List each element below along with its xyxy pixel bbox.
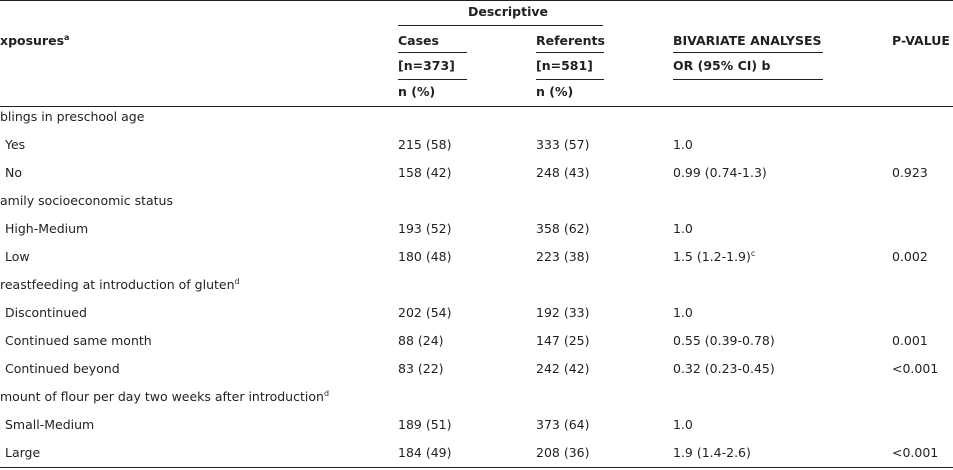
referents-cell bbox=[536, 165, 590, 180]
referents-cell-text: 242 (42) bbox=[536, 361, 590, 376]
row-label-text: No bbox=[5, 165, 22, 180]
or-cell bbox=[673, 137, 693, 152]
row-label bbox=[5, 137, 25, 152]
row-label-text: Discontinued bbox=[5, 305, 87, 320]
cases-cell bbox=[398, 221, 452, 236]
section-label-text: amily socioeconomic status bbox=[0, 193, 173, 208]
or-cell-text: 1.9 (1.4-2.6) bbox=[673, 445, 751, 460]
cases-n: [n=373] bbox=[398, 58, 455, 73]
referents-cell bbox=[536, 305, 590, 320]
cases-cell-text: 88 (24) bbox=[398, 333, 444, 348]
cases-cell bbox=[398, 361, 444, 376]
header-bottom-rule bbox=[0, 106, 953, 107]
cases-header: Cases bbox=[398, 33, 439, 48]
pvalue-cell-text: 0.001 bbox=[892, 333, 928, 348]
cases-cell bbox=[398, 305, 452, 320]
section-label-footnote: d bbox=[323, 389, 330, 398]
referents-cell-text: 223 (38) bbox=[536, 249, 590, 264]
cases-cell-text: 180 (48) bbox=[398, 249, 452, 264]
pvalue-cell-text: <0.001 bbox=[892, 445, 939, 460]
cases-cell bbox=[398, 165, 452, 180]
section-label-footnote: d bbox=[234, 277, 240, 286]
or-cell-text: 0.99 (0.74-1.3) bbox=[673, 165, 767, 180]
section-label bbox=[0, 109, 144, 124]
section-label-text: mount of flour per day two weeks after introduction bbox=[0, 389, 324, 404]
or-cell-text: 1.0 bbox=[673, 305, 693, 320]
row-label bbox=[5, 305, 87, 320]
cases-cell bbox=[398, 417, 452, 432]
row-label bbox=[5, 417, 94, 432]
section-label bbox=[0, 389, 329, 404]
referents-n-rule bbox=[536, 79, 604, 80]
cases-cell-text: 83 (22) bbox=[398, 361, 444, 376]
descriptive-header: Descriptive bbox=[468, 4, 548, 19]
referents-cell bbox=[536, 221, 590, 236]
or-cell-text: 0.32 (0.23-0.45) bbox=[673, 361, 775, 376]
pvalue-cell-text: 0.923 bbox=[892, 165, 928, 180]
cases-cell bbox=[398, 445, 452, 460]
referents-n: [n=581] bbox=[536, 58, 593, 73]
row-label bbox=[5, 333, 152, 348]
cases-n-rule bbox=[398, 79, 467, 80]
cases-cell-text: 158 (42) bbox=[398, 165, 452, 180]
referents-cell-text: 248 (43) bbox=[536, 165, 590, 180]
cases-cell-text: 189 (51) bbox=[398, 417, 452, 432]
row-label-text: Low bbox=[5, 249, 30, 264]
cases-unit: n (%) bbox=[398, 84, 436, 99]
pvalue-cell-text: <0.001 bbox=[892, 361, 939, 376]
cases-cell-text: 202 (54) bbox=[398, 305, 452, 320]
descriptive-rule bbox=[398, 25, 603, 26]
or-cell bbox=[673, 165, 767, 180]
or-cell-footnote: c bbox=[750, 249, 756, 258]
row-label-text: High-Medium bbox=[5, 221, 89, 236]
pvalue-header: P-VALUE bbox=[892, 33, 950, 48]
or-cell-text: 1.5 (1.2-1.9) bbox=[673, 249, 751, 264]
pvalue-cell bbox=[892, 249, 928, 264]
or-cell bbox=[673, 221, 693, 236]
cases-cell bbox=[398, 333, 444, 348]
row-label-text: Continued beyond bbox=[5, 361, 120, 376]
row-label-text: Large bbox=[5, 445, 41, 460]
pvalue-cell bbox=[892, 361, 938, 376]
referents-cell-text: 373 (64) bbox=[536, 417, 590, 432]
pvalue-cell bbox=[892, 445, 938, 460]
or-cell bbox=[673, 249, 755, 264]
cases-cell-text: 215 (58) bbox=[398, 137, 452, 152]
bivariate-rule bbox=[673, 52, 823, 53]
or-label: OR (95% CI) b bbox=[673, 58, 771, 73]
or-cell-text: 1.0 bbox=[673, 221, 693, 236]
referents-cell-text: 192 (33) bbox=[536, 305, 590, 320]
referents-cell-text: 208 (36) bbox=[536, 445, 590, 460]
top-rule bbox=[0, 0, 953, 1]
row-label-text: Continued same month bbox=[5, 333, 152, 348]
or-cell bbox=[673, 333, 775, 348]
section-label-text: reastfeeding at introduction of gluten bbox=[0, 277, 235, 292]
row-label bbox=[5, 361, 120, 376]
row-label-text: Small-Medium bbox=[5, 417, 95, 432]
cases-rule bbox=[398, 52, 467, 53]
referents-header: Referents bbox=[536, 33, 605, 48]
bivariate-header: BIVARIATE ANALYSES bbox=[673, 33, 822, 48]
section-label bbox=[0, 193, 173, 208]
pvalue-cell-text: 0.002 bbox=[892, 249, 928, 264]
or-cell bbox=[673, 361, 775, 376]
referents-cell bbox=[536, 137, 590, 152]
row-label bbox=[5, 165, 22, 180]
referents-cell bbox=[536, 333, 590, 348]
referents-cell bbox=[536, 249, 590, 264]
referents-cell-text: 358 (62) bbox=[536, 221, 590, 236]
or-cell-text: 1.0 bbox=[673, 137, 693, 152]
referents-rule bbox=[536, 52, 604, 53]
referents-cell-text: 147 (25) bbox=[536, 333, 590, 348]
referents-cell bbox=[536, 417, 590, 432]
section-label-text: blings in preschool age bbox=[0, 109, 145, 124]
cases-cell-text: 184 (49) bbox=[398, 445, 452, 460]
row-label bbox=[5, 445, 40, 460]
or-cell bbox=[673, 305, 693, 320]
pvalue-cell bbox=[892, 333, 928, 348]
pvalue-cell bbox=[892, 165, 928, 180]
row-label-text: Yes bbox=[5, 137, 26, 152]
or-rule bbox=[673, 79, 823, 80]
or-cell bbox=[673, 445, 751, 460]
cases-cell bbox=[398, 137, 452, 152]
exposures-header: xposures$^a$ bbox=[0, 33, 70, 48]
cases-cell bbox=[398, 249, 452, 264]
row-label bbox=[5, 221, 88, 236]
or-cell-text: 1.0 bbox=[673, 417, 693, 432]
bottom-rule bbox=[0, 467, 953, 468]
or-cell-text: 0.55 (0.39-0.78) bbox=[673, 333, 775, 348]
referents-unit: n (%) bbox=[536, 84, 574, 99]
cases-cell-text: 193 (52) bbox=[398, 221, 452, 236]
referents-cell bbox=[536, 361, 590, 376]
row-label bbox=[5, 249, 30, 264]
section-label bbox=[0, 277, 240, 292]
or-cell bbox=[673, 417, 693, 432]
referents-cell bbox=[536, 445, 590, 460]
referents-cell-text: 333 (57) bbox=[536, 137, 590, 152]
